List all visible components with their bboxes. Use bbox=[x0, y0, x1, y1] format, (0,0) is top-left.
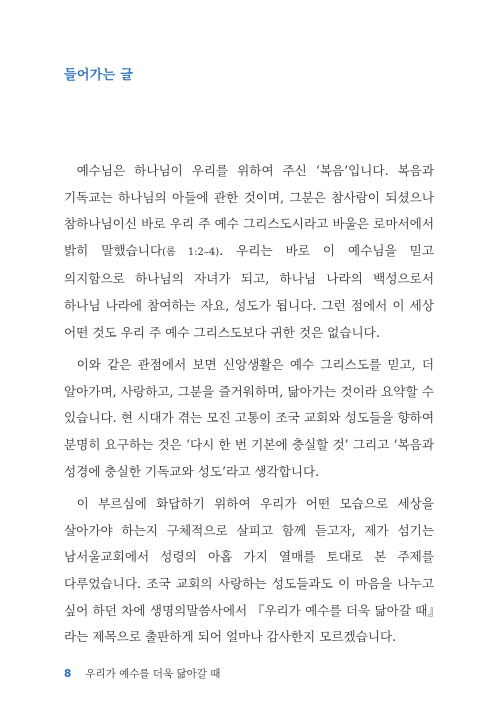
paragraph-1-text-cont: . 우리는 바로 이 예수님을 믿고 의지함으로 하나님의 자녀가 되고, 하나님 나라의 백성으로서 하나님 나라에 참여하는 자요, 성도가 됩니다. 그런 점에서 이 세상 어떤 것도 우리 주 예수 그리스도보다 귀한 것은 없습니다. bbox=[64, 242, 434, 340]
running-title: 우리가 예수를 더욱 닮아갈 때 bbox=[85, 668, 221, 680]
scripture-reference: (롬 1:2–4) bbox=[162, 246, 220, 258]
paragraph-3: 이 부르심에 화답하기 위하여 우리가 어떤 모습으로 세상을 살아가야 하는지 구체적으로 살피고 함께 듣고자, 제가 섬기는 남서울교회에서 성령의 아홉 가지 열매를 토대로 본 주제를 다루었습니다. 조국 교회의 사랑하는 성도들과도 이 마음을 나누고 싶어 하던 차에 생명의말씀사에서 『우리가 예수를 더욱 닮아갈 때』라는 제목으로 출판하게 되어 얼마나 감사한지 모르겠습니다. bbox=[64, 496, 434, 645]
paragraph-1-text: 예수님은 하나님이 우리를 위하여 주신 ‘복음’입니다. 복음과 기독교는 하나님의 아들에 관한 것이며, 그분은 참사람이 되셨으나 참하나님이신 바로 우리 주 예수 그리스도시라고 바울은 로마서에서 밝히 말했습니다 bbox=[64, 163, 434, 258]
body-text bbox=[64, 158, 434, 657]
paragraph-1 bbox=[64, 158, 434, 346]
paragraph-2: 이와 같은 관점에서 보면 신앙생활은 예수 그리스도를 믿고, 더 알아가며, 사랑하고, 그분을 즐거워하며, 닮아가는 것이라 요약할 수 있습니다. 현 시대가 겪는 모진 고통이 조국 교회와 성도들을 향하여 분명히 요구하는 것은 ‘다시 한 번 기본에 충실할 것’ 그리고 ‘복음과 성경에 충실한 기독교와 성도’라고 생각합니다. bbox=[64, 357, 434, 479]
page-number: 8 bbox=[64, 667, 72, 680]
section-heading: 들어가는 글 bbox=[64, 68, 134, 83]
page-footer bbox=[64, 666, 220, 681]
